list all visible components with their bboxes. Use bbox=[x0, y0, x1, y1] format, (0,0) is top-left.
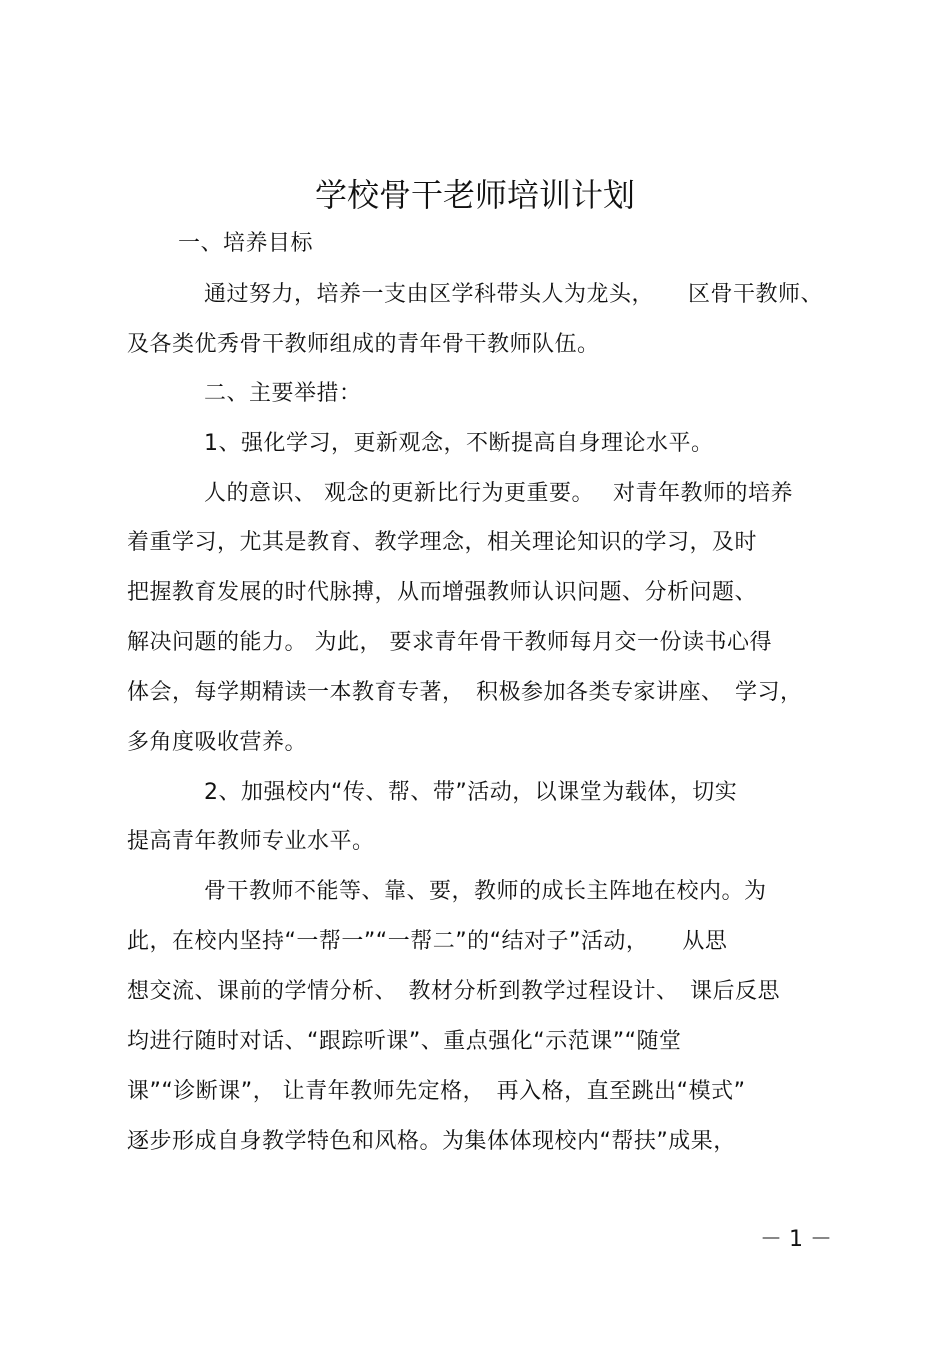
paragraph-line: 解决问题的能力。 为此， 要求青年骨干教师每月交一份读书心得 bbox=[127, 630, 772, 655]
paragraph-line: 提高青年教师专业水平。 bbox=[127, 829, 375, 854]
document-title: 学校骨干老师培训计划 bbox=[314, 176, 635, 214]
paragraph-line: 人的意识、 观念的更新比行为更重要。 对青年教师的培养 bbox=[204, 481, 793, 506]
paragraph-line: 体会，每学期精读一本教育专著， 积极参加各类专家讲座、 学习， bbox=[127, 680, 803, 705]
paragraph-line: 把握教育发展的时代脉搏，从而增强教师认识问题、分析问题、 bbox=[127, 580, 758, 605]
paragraph-line: 及各类优秀骨干教师组成的青年骨干教师队伍。 bbox=[127, 332, 600, 357]
paragraph-line: 此，在校内坚持“一帮一”“一帮二”的“结对子”活动， 从思 bbox=[127, 929, 728, 954]
paragraph-line: 均进行随时对话、“跟踪听课”、重点强化“示范课”“随堂 bbox=[127, 1029, 682, 1054]
paragraph-line: 逐步形成自身教学特色和风格。为集体体现校内“帮扶”成果， bbox=[127, 1129, 736, 1154]
paragraph-line: 通过努力，培养一支由区学科带头人为龙头， 区骨干教师、 bbox=[204, 282, 824, 307]
page-number: － 1 － bbox=[760, 1227, 832, 1252]
paragraph-line: 骨干教师不能等、靠、要，教师的成长主阵地在校内。为 bbox=[204, 879, 767, 904]
paragraph-line: 多角度吸收营养。 bbox=[127, 730, 308, 755]
paragraph-line: 想交流、课前的学情分析、 教材分析到教学过程设计、 课后反思 bbox=[127, 979, 781, 1004]
section-heading-measures: 二、主要举措： bbox=[204, 381, 362, 406]
subheading-measure-2: 2、加强校内“传、帮、带”活动，以课堂为载体，切实 bbox=[204, 780, 738, 805]
section-heading-goals: 一、培养目标 bbox=[178, 231, 314, 256]
paragraph-line: 着重学习，尤其是教育、教学理念，相关理论知识的学习，及时 bbox=[127, 530, 758, 555]
subheading-measure-1: 1、强化学习，更新观念，不断提高自身理论水平。 bbox=[204, 431, 714, 456]
paragraph-line: 课”“诊断课”， 让青年教师先定格， 再入格，直至跳出“模式” bbox=[127, 1079, 746, 1104]
